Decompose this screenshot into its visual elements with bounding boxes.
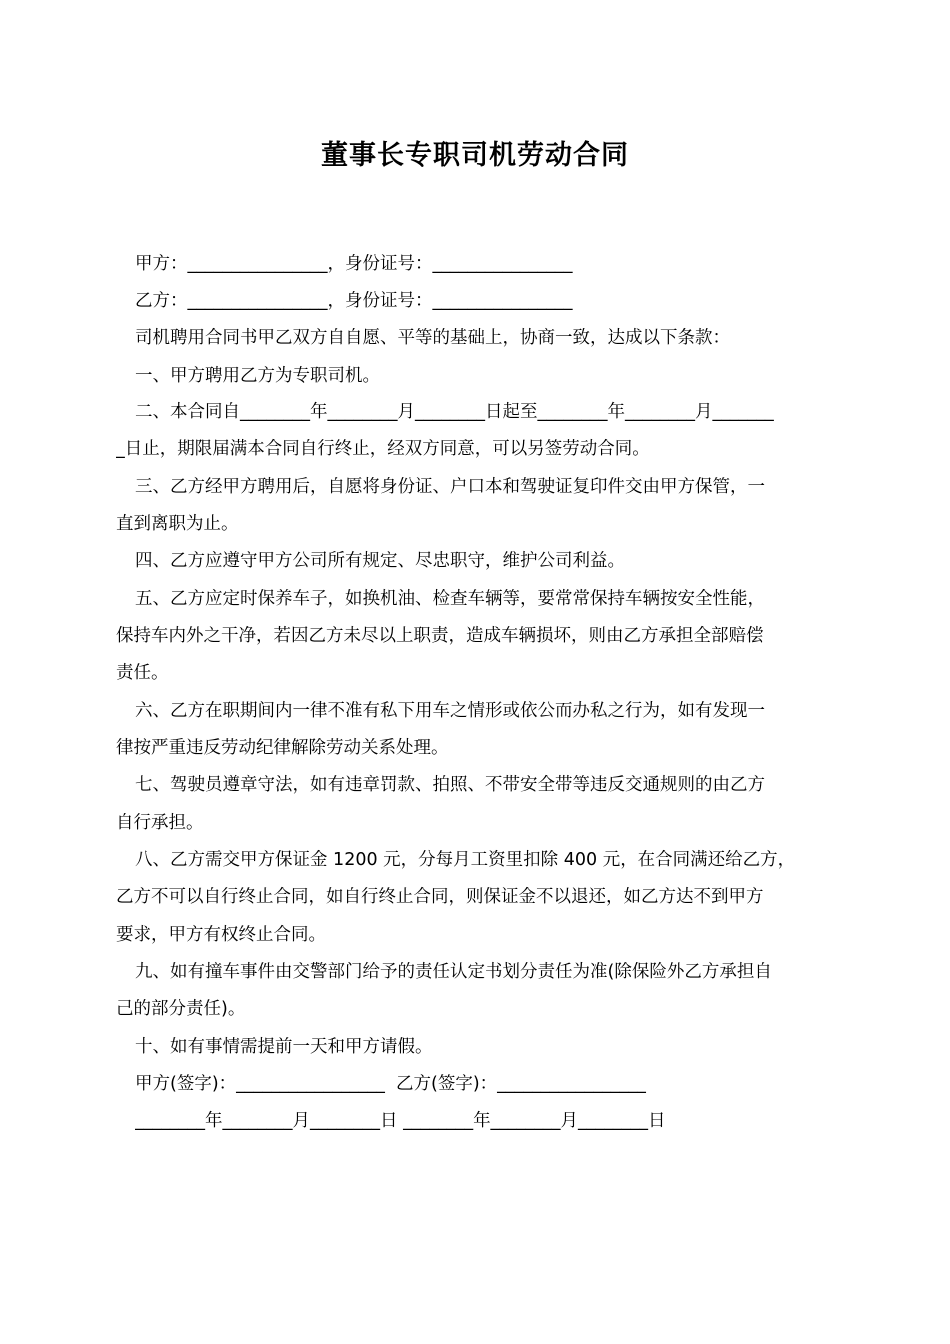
clause-8: 八、乙方需交甲方保证金 1200 元，分每月工资里扣除 400 元，在合同满还给乙方， bbox=[135, 850, 796, 870]
clause-3-cont: 直到离职为止。 bbox=[116, 514, 239, 534]
clause-3: 三、乙方经甲方聘用后，自愿将身份证、户口本和驾驶证复印件交由甲方保管，一 bbox=[135, 477, 765, 497]
preamble: 司机聘用合同书甲乙双方自自愿、平等的基础上，协商一致，达成以下条款： bbox=[135, 328, 730, 348]
clause-5-cont: 保持车内外之干净，若因乙方未尽以上职责，造成车辆损坏，则由乙方承担全部赔偿 bbox=[116, 626, 764, 646]
clause-7: 七、驾驶员遵章守法，如有违章罚款、拍照、不带安全带等违反交通规则的由乙方 bbox=[135, 775, 765, 795]
clause-8-cont: 乙方不可以自行终止合同，如自行终止合同，则保证金不以退还，如乙方达不到甲方 bbox=[116, 887, 764, 907]
clause-9-cont: 己的部分责任)。 bbox=[116, 999, 246, 1019]
clause-6-cont: 律按严重违反劳动纪律解除劳动关系处理。 bbox=[116, 738, 449, 758]
clause-5-cont: 责任。 bbox=[116, 663, 169, 683]
clause-9: 九、如有撞车事件由交警部门给予的责任认定书划分责任为准(除保险外乙方承担自 bbox=[135, 962, 772, 982]
party-a-line: 甲方：________________，身份证号：________________ bbox=[135, 254, 573, 274]
clause-2: 二、本合同自________年________月________日起至________年________月_______ bbox=[135, 402, 774, 422]
clause-1: 一、甲方聘用乙方为专职司机。 bbox=[135, 366, 380, 386]
clause-6: 六、乙方在职期间内一律不准有私下用车之情形或依公而办私之行为，如有发现一 bbox=[135, 701, 765, 721]
clause-7-cont: 自行承担。 bbox=[116, 813, 204, 833]
clause-5: 五、乙方应定时保养车子，如换机油、检查车辆等，要常常保持车辆按安全性能， bbox=[135, 589, 765, 609]
party-b-line: 乙方：________________，身份证号：________________ bbox=[135, 291, 573, 311]
page-title: 董事长专职司机劳动合同 bbox=[321, 140, 629, 171]
date-line: ________年________月________日 ________年________月________日 bbox=[135, 1111, 666, 1131]
signature-line: 甲方(签字)：_________________ 乙方(签字)：_________________ bbox=[135, 1074, 646, 1094]
clause-4: 四、乙方应遵守甲方公司所有规定、尽忠职守，维护公司利益。 bbox=[135, 551, 625, 571]
clause-2-cont: _日止，期限届满本合同自行终止，经双方同意，可以另签劳动合同。 bbox=[116, 439, 650, 459]
clause-10: 十、如有事情需提前一天和甲方请假。 bbox=[135, 1037, 433, 1057]
clause-8-cont: 要求，甲方有权终止合同。 bbox=[116, 925, 326, 945]
